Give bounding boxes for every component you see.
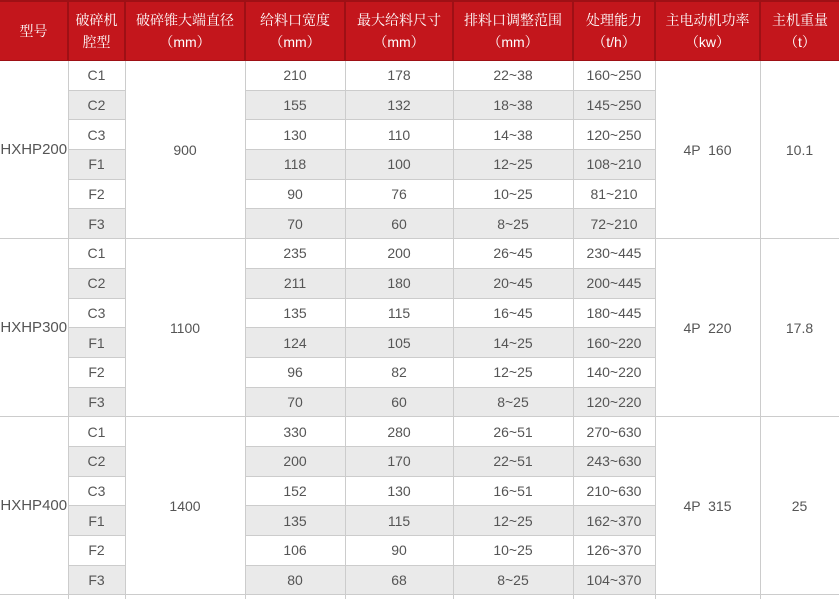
column-header-line2: （t） bbox=[784, 34, 816, 50]
weight-cell: 17.8 bbox=[760, 239, 839, 417]
column-header-line2: （kw） bbox=[684, 34, 731, 50]
max-feed-cell: 170 bbox=[345, 446, 453, 476]
max-feed-cell: 100 bbox=[345, 150, 453, 180]
feed-width-cell: 70 bbox=[245, 387, 345, 417]
max-feed-cell: 68 bbox=[345, 565, 453, 595]
column-header-line1: 主机重量 bbox=[772, 12, 828, 28]
capacity-cell: 180~445 bbox=[573, 298, 655, 328]
cavity-cell: F3 bbox=[68, 209, 125, 239]
column-header-line1: 主电动机功率 bbox=[665, 12, 750, 28]
max-feed-cell: 60 bbox=[345, 387, 453, 417]
max-feed-cell: 90 bbox=[345, 536, 453, 566]
cavity-cell: C2 bbox=[68, 446, 125, 476]
cavity-cell: C3 bbox=[68, 298, 125, 328]
cavity-cell: C3 bbox=[68, 120, 125, 150]
cavity-cell: F3 bbox=[68, 387, 125, 417]
diameter-cell: 900 bbox=[125, 61, 245, 239]
feed-width-cell: 210 bbox=[245, 61, 345, 91]
discharge-range-cell: 8~25 bbox=[453, 209, 573, 239]
feed-width-cell: 155 bbox=[245, 90, 345, 120]
column-header-line1: 破碎机 bbox=[75, 12, 118, 28]
cavity-cell: F1 bbox=[68, 506, 125, 536]
capacity-cell: 145~250 bbox=[573, 90, 655, 120]
capacity-cell: 230~445 bbox=[573, 239, 655, 269]
discharge-range-cell: 10~25 bbox=[453, 179, 573, 209]
max-feed-cell: 76 bbox=[345, 179, 453, 209]
capacity-cell: 270~630 bbox=[573, 417, 655, 447]
feed-width-cell: 135 bbox=[245, 298, 345, 328]
column-header-line2: （t/h） bbox=[592, 34, 636, 50]
feed-width-cell: 80 bbox=[245, 565, 345, 595]
cavity-cell: F3 bbox=[68, 565, 125, 595]
capacity-cell: 120~250 bbox=[573, 120, 655, 150]
feed-width-cell: 200 bbox=[245, 446, 345, 476]
discharge-range-cell: 14~25 bbox=[453, 328, 573, 358]
max-feed-cell: 178 bbox=[345, 61, 453, 91]
capacity-cell: 160~250 bbox=[573, 61, 655, 91]
max-feed-cell: 132 bbox=[345, 90, 453, 120]
table-row bbox=[0, 239, 839, 269]
clipped-cell bbox=[125, 595, 245, 599]
cavity-cell: F1 bbox=[68, 150, 125, 180]
column-header-capacity bbox=[573, 1, 655, 61]
clipped-cell bbox=[453, 595, 573, 599]
cavity-cell: F2 bbox=[68, 357, 125, 387]
column-header-diameter bbox=[125, 1, 245, 61]
table-row bbox=[0, 61, 839, 91]
cavity-cell: F1 bbox=[68, 328, 125, 358]
discharge-range-cell: 8~25 bbox=[453, 565, 573, 595]
max-feed-cell: 200 bbox=[345, 239, 453, 269]
feed-width-cell: 96 bbox=[245, 357, 345, 387]
column-header-discharge bbox=[453, 1, 573, 61]
clipped-cell bbox=[573, 595, 655, 599]
discharge-range-cell: 12~25 bbox=[453, 506, 573, 536]
feed-width-cell: 130 bbox=[245, 120, 345, 150]
model-cell: HXHP300 bbox=[0, 239, 68, 417]
cavity-cell: C3 bbox=[68, 476, 125, 506]
model-cell: HXHP200 bbox=[0, 61, 68, 239]
column-header-line2: 腔型 bbox=[82, 34, 111, 50]
weight-cell: 10.1 bbox=[760, 61, 839, 239]
capacity-cell: 243~630 bbox=[573, 446, 655, 476]
clipped-next-row bbox=[0, 595, 839, 599]
column-header-feed bbox=[245, 1, 345, 61]
max-feed-cell: 115 bbox=[345, 506, 453, 536]
feed-width-cell: 106 bbox=[245, 536, 345, 566]
clipped-cell bbox=[68, 595, 125, 599]
clipped-cell bbox=[760, 595, 839, 599]
max-feed-cell: 105 bbox=[345, 328, 453, 358]
column-header-line1: 排料口调整范围 bbox=[464, 12, 562, 28]
capacity-cell: 120~220 bbox=[573, 387, 655, 417]
feed-width-cell: 90 bbox=[245, 179, 345, 209]
capacity-cell: 126~370 bbox=[573, 536, 655, 566]
discharge-range-cell: 26~45 bbox=[453, 239, 573, 269]
max-feed-cell: 280 bbox=[345, 417, 453, 447]
feed-width-cell: 135 bbox=[245, 506, 345, 536]
header-row bbox=[0, 1, 839, 61]
power-cell: 4P 160 bbox=[655, 61, 760, 239]
cavity-cell: F2 bbox=[68, 536, 125, 566]
discharge-range-cell: 8~25 bbox=[453, 387, 573, 417]
model-cell: HXHP400 bbox=[0, 417, 68, 595]
power-cell: 4P 220 bbox=[655, 239, 760, 417]
clipped-cell bbox=[245, 595, 345, 599]
column-header-line1: 型号 bbox=[19, 23, 48, 39]
capacity-cell: 160~220 bbox=[573, 328, 655, 358]
max-feed-cell: 110 bbox=[345, 120, 453, 150]
column-header-line1: 破碎锥大端直径 bbox=[136, 12, 234, 28]
column-header-line2: （mm） bbox=[487, 34, 539, 50]
column-header-model bbox=[0, 1, 68, 61]
max-feed-cell: 130 bbox=[345, 476, 453, 506]
cavity-cell: C1 bbox=[68, 239, 125, 269]
capacity-cell: 104~370 bbox=[573, 565, 655, 595]
table-row bbox=[0, 417, 839, 447]
feed-width-cell: 124 bbox=[245, 328, 345, 358]
clipped-cell bbox=[0, 595, 68, 599]
column-header-power bbox=[655, 1, 760, 61]
max-feed-cell: 82 bbox=[345, 357, 453, 387]
discharge-range-cell: 22~51 bbox=[453, 446, 573, 476]
column-header-max bbox=[345, 1, 453, 61]
feed-width-cell: 118 bbox=[245, 150, 345, 180]
capacity-cell: 200~445 bbox=[573, 268, 655, 298]
table-header bbox=[0, 1, 839, 61]
max-feed-cell: 115 bbox=[345, 298, 453, 328]
column-header-weight bbox=[760, 1, 839, 61]
cavity-cell: C1 bbox=[68, 61, 125, 91]
capacity-cell: 210~630 bbox=[573, 476, 655, 506]
discharge-range-cell: 16~51 bbox=[453, 476, 573, 506]
capacity-cell: 72~210 bbox=[573, 209, 655, 239]
clipped-cell bbox=[345, 595, 453, 599]
max-feed-cell: 180 bbox=[345, 268, 453, 298]
capacity-cell: 108~210 bbox=[573, 150, 655, 180]
discharge-range-cell: 12~25 bbox=[453, 357, 573, 387]
column-header-cavity bbox=[68, 1, 125, 61]
capacity-cell: 162~370 bbox=[573, 506, 655, 536]
max-feed-cell: 60 bbox=[345, 209, 453, 239]
weight-cell: 25 bbox=[760, 417, 839, 595]
feed-width-cell: 152 bbox=[245, 476, 345, 506]
discharge-range-cell: 12~25 bbox=[453, 150, 573, 180]
column-header-line1: 给料口宽度 bbox=[260, 12, 330, 28]
feed-width-cell: 70 bbox=[245, 209, 345, 239]
discharge-range-cell: 18~38 bbox=[453, 90, 573, 120]
feed-width-cell: 211 bbox=[245, 268, 345, 298]
cavity-cell: C2 bbox=[68, 90, 125, 120]
capacity-cell: 81~210 bbox=[573, 179, 655, 209]
discharge-range-cell: 16~45 bbox=[453, 298, 573, 328]
diameter-cell: 1100 bbox=[125, 239, 245, 417]
discharge-range-cell: 26~51 bbox=[453, 417, 573, 447]
cavity-cell: C1 bbox=[68, 417, 125, 447]
feed-width-cell: 330 bbox=[245, 417, 345, 447]
column-header-line2: （mm） bbox=[269, 34, 321, 50]
discharge-range-cell: 14~38 bbox=[453, 120, 573, 150]
cavity-cell: F2 bbox=[68, 179, 125, 209]
feed-width-cell: 235 bbox=[245, 239, 345, 269]
clipped-cell bbox=[655, 595, 760, 599]
table-body bbox=[0, 61, 839, 599]
column-header-line2: （mm） bbox=[159, 34, 211, 50]
column-header-line1: 处理能力 bbox=[586, 12, 642, 28]
column-header-line1: 最大给料尺寸 bbox=[357, 12, 441, 28]
capacity-cell: 140~220 bbox=[573, 357, 655, 387]
discharge-range-cell: 22~38 bbox=[453, 61, 573, 91]
column-header-line2: （mm） bbox=[373, 34, 425, 50]
diameter-cell: 1400 bbox=[125, 417, 245, 595]
cavity-cell: C2 bbox=[68, 268, 125, 298]
discharge-range-cell: 10~25 bbox=[453, 536, 573, 566]
power-cell: 4P 315 bbox=[655, 417, 760, 595]
discharge-range-cell: 20~45 bbox=[453, 268, 573, 298]
